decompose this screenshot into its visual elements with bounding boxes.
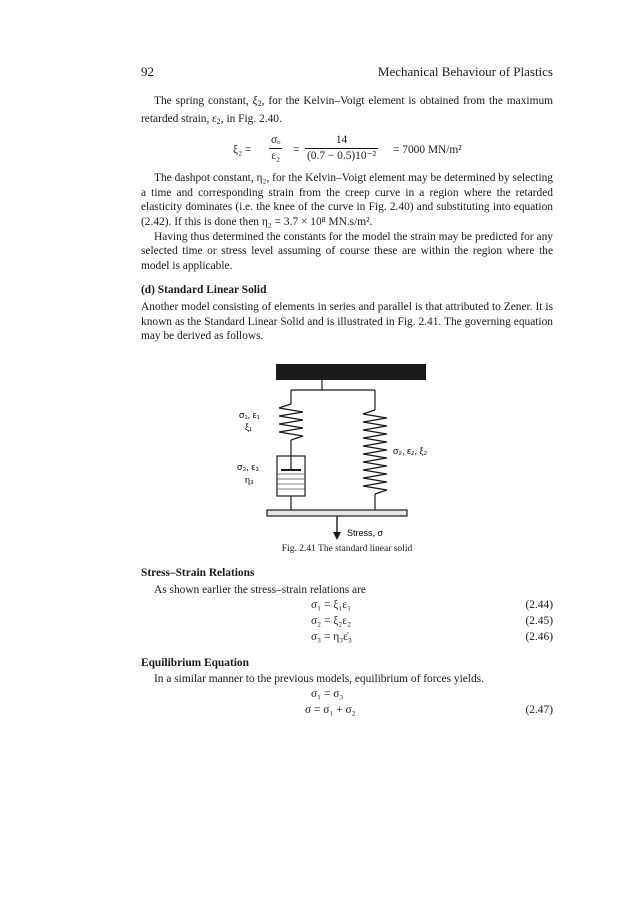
figure-standard-linear-solid — [141, 352, 553, 542]
page-body — [141, 94, 553, 719]
label-eta3: η₃ — [245, 474, 254, 485]
paragraph-equilibrium-intro: In a similar manner to the previous models, equilibrium of forces yields. — [154, 673, 484, 686]
paragraph-constants-determined: Having thus determined the constants for the model the strain may be predicted for any selected time or stress level assuming of course these are within the region where the model is applicable. — [141, 230, 553, 272]
fixed-support — [276, 364, 426, 380]
page-number: 92 — [141, 64, 154, 79]
section-heading-equilibrium: Equilibrium Equation — [141, 656, 249, 669]
equation-2-47: σ = σ₁ + σ₂ (2.47) — [305, 703, 553, 716]
fraction-sigma-over-eps: $\frac{\text{σₒ}}{\text{ε₂}}$ — [271, 134, 281, 162]
equation-2-45: σ₂ = ξ₂ε₂ (2.45) — [311, 614, 553, 627]
paragraph-dashpot-constant: The dashpot constant, η₂, for the Kelvin–Voigt element may be determined by selecting a time and corresponding strain from the creep curve in a region where the retarded elasticity dominates (i.e. the knee of the curve in Fig. 2.40) and substituting into equation (2.42). If this is done then η₂ = 3.7 × 10⁸ MN.s/m². — [141, 172, 553, 229]
label-xi1: ξ₁ — [245, 421, 253, 432]
equals-sign: = — [293, 144, 300, 157]
equation-sigma1-equals-sigma3: σ₁ = σ₃ — [311, 687, 344, 700]
equation-spring-constant — [141, 131, 553, 169]
paragraph-zener-model: Another model consisting of elements in series and parallel is that attributed to Zener. It is known as the Standard Linear Solid and is illustrated in Fig. 2.41. The governing equation may be derived as follows. — [141, 301, 553, 343]
label-sigma1-eps1: σ₁, ε₁ — [239, 409, 260, 420]
equation-2-46: σ₃ = η₃ε̇₃ (2.46) — [311, 630, 553, 643]
bottom-plate — [267, 510, 407, 516]
spring-xi2 — [363, 410, 387, 494]
figure-caption: Fig. 2.41 The standard linear solid — [281, 543, 413, 554]
load-arrow — [333, 532, 341, 540]
paragraph-spring-constant: The spring constant, $\xi_2$, for the Kelvin–Voigt element is obtained from the maximum retarded strain, $\varepsilon_2$, in Fig. 2.40. — [141, 95, 553, 126]
equation-result: = 7000 MN/m² — [393, 144, 462, 157]
label-sigma3-eps3: σ₃, ε₃ — [237, 461, 259, 472]
standard-linear-solid-diagram — [141, 352, 553, 542]
running-title: Mechanical Behaviour of Plastics — [377, 64, 553, 79]
equation-2-44: σ₁ = ξ₁ε₁ (2.44) — [311, 598, 553, 611]
label-stress: Stress, σ — [347, 527, 384, 538]
fraction-numeric: $\frac{14}{\text{(0.7 − 0.5)10⁻²}}$ — [307, 134, 377, 162]
section-heading-stress-strain: Stress–Strain Relations — [141, 567, 255, 580]
section-heading-standard-linear-solid: (d) Standard Linear Solid — [141, 284, 267, 297]
paragraph-stress-strain-intro: As shown earlier the stress–strain relations are — [154, 584, 366, 596]
spring-xi1 — [279, 404, 303, 440]
equation-lhs: ξ₂ = — [233, 144, 252, 157]
label-sigma2-eps2-xi2: σ₂, ε₂, ξ₂ — [393, 445, 428, 456]
